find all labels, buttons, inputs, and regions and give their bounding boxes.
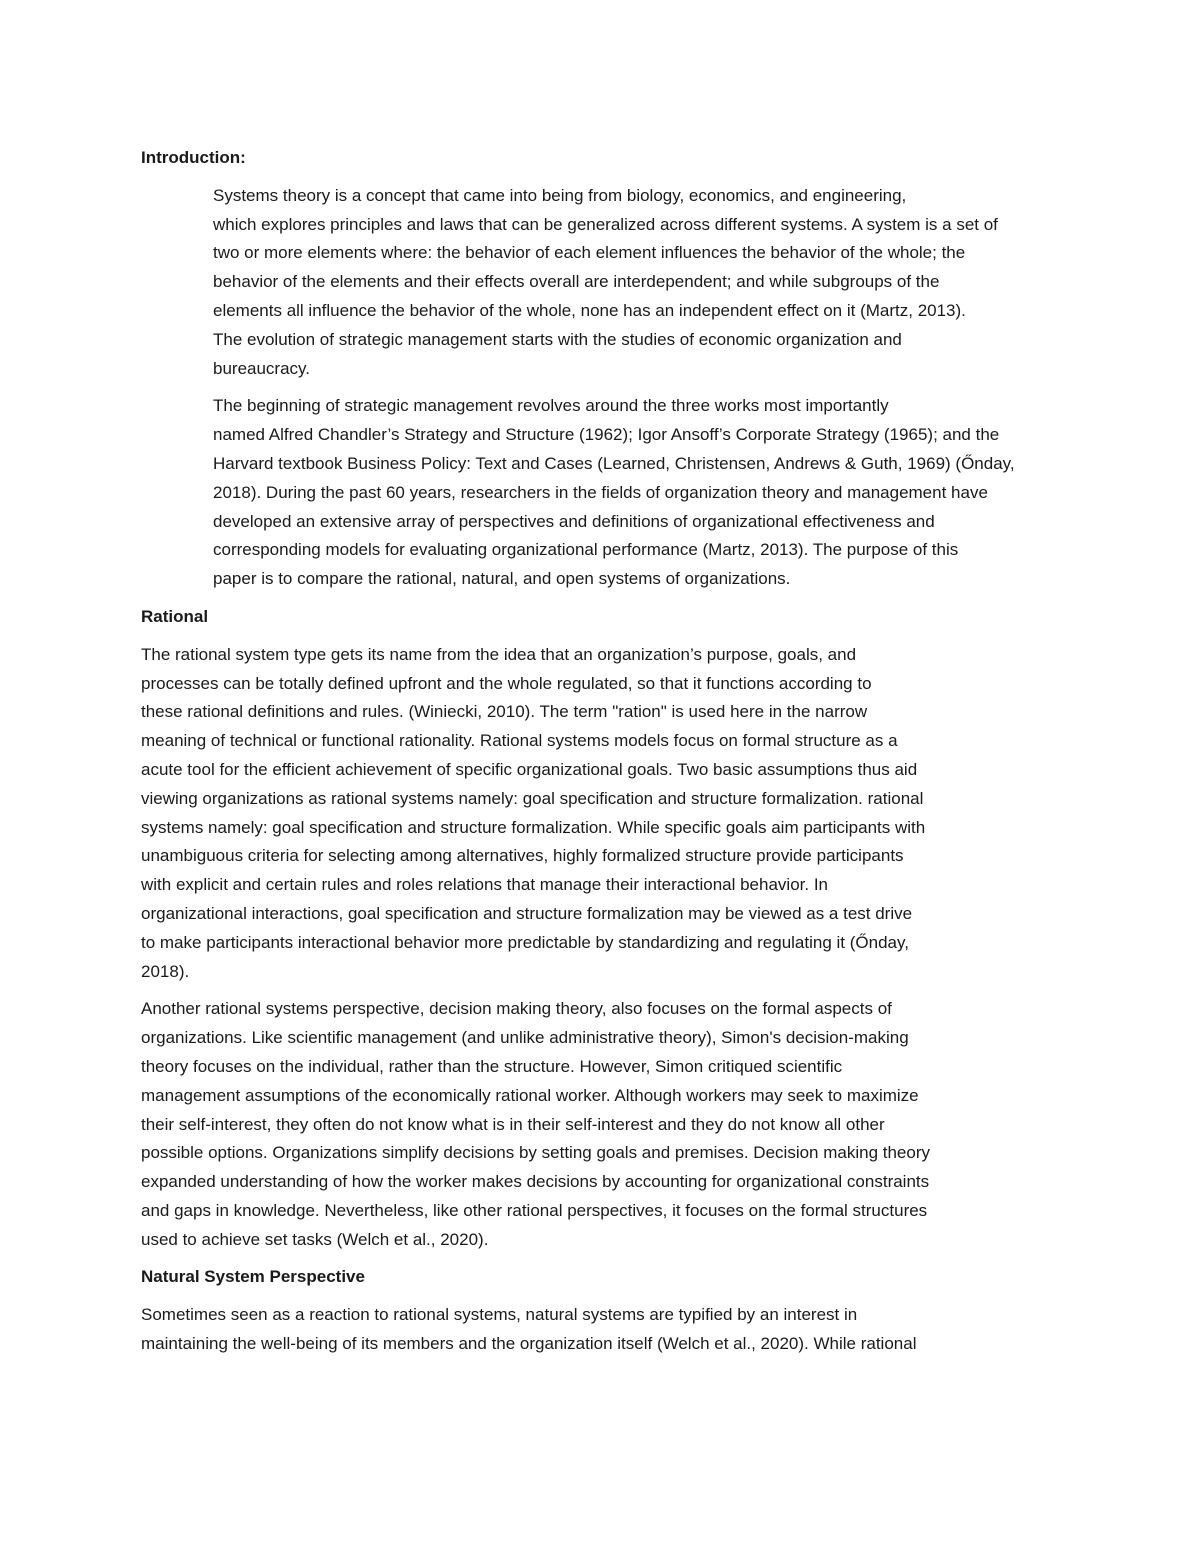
text-line: The beginning of strategic management revolves around the three works most importantly	[213, 396, 889, 416]
text-line: which explores principles and laws that can be generalized across different systems. A system is a set of	[213, 214, 998, 234]
text-line: meaning of technical or functional rationality. Rational systems models focus on formal structure as a	[141, 731, 898, 751]
text-line: organizations. Like scientific management (and unlike administrative theory), Simon's decision-making	[141, 1028, 909, 1048]
text-line: these rational definitions and rules. (Winiecki, 2010). The term "ration" is used here in the narrow	[141, 702, 868, 722]
text-line: Sometimes seen as a reaction to rational systems, natural systems are typified by an interest in	[141, 1305, 858, 1325]
text-line: maintaining the well-being of its members and the organization itself (Welch et al., 2020). While rational	[141, 1334, 917, 1354]
text-line: named Alfred Chandler’s Strategy and Structure (1962); Igor Ansoff’s Corporate Strategy (1965); and the	[213, 425, 1000, 445]
text-line: behavior of the elements and their effects overall are interdependent; and while subgroups of the	[213, 272, 940, 292]
body-paragraph	[141, 182, 1061, 384]
body-paragraph	[141, 641, 1061, 987]
text-line: possible options. Organizations simplify decisions by setting goals and premises. Decision making theory	[141, 1143, 930, 1163]
text-line: 2018). During the past 60 years, researchers in the fields of organization theory and management have	[213, 482, 988, 502]
section-heading: Rational	[141, 606, 209, 626]
text-line: bureaucracy.	[213, 358, 311, 378]
text-line: acute tool for the efficient achievement of specific organizational goals. Two basic assumptions thus aid	[141, 759, 918, 779]
text-line: management assumptions of the economically rational worker. Although workers may seek to maximize	[141, 1085, 919, 1105]
text-line: paper is to compare the rational, natural, and open systems of organizations.	[213, 569, 791, 589]
body-paragraph	[141, 995, 1061, 1254]
document-page	[141, 144, 1061, 1368]
text-line: 2018).	[141, 961, 190, 981]
text-line: processes can be totally defined upfront and the whole regulated, so that it functions according to	[141, 673, 872, 693]
text-line: and gaps in knowledge. Nevertheless, like other rational perspectives, it focuses on the formal structures	[141, 1200, 928, 1220]
section-heading: Introduction:	[141, 148, 246, 167]
text-line: unambiguous criteria for selecting among alternatives, highly formalized structure provide participants	[141, 846, 904, 866]
body-paragraph	[141, 392, 1061, 594]
text-line: The rational system type gets its name from the idea that an organization’s purpose, goals, and	[141, 644, 857, 664]
text-line: Systems theory is a concept that came into being from biology, economics, and engineering,	[213, 185, 907, 205]
text-line: with explicit and certain rules and roles relations that manage their interactional behavior. In	[141, 875, 828, 895]
text-line: viewing organizations as rational systems namely: goal specification and structure formalization. rational	[141, 788, 924, 808]
text-line: their self-interest, they often do not know what is in their self-interest and they do not know all other	[141, 1114, 885, 1134]
text-line: theory focuses on the individual, rather than the structure. However, Simon critiqued scientific	[141, 1056, 843, 1076]
text-line: expanded understanding of how the worker makes decisions by accounting for organizational constraints	[141, 1172, 930, 1192]
text-line: two or more elements where: the behavior of each element influences the behavior of the whole; the	[213, 243, 966, 263]
text-line: used to achieve set tasks (Welch et al., 2020).	[141, 1229, 489, 1249]
body-paragraph	[141, 1301, 1061, 1359]
text-line: organizational interactions, goal specification and structure formalization may be viewed as a test drive	[141, 903, 913, 923]
text-line: Another rational systems perspective, decision making theory, also focuses on the formal aspects of	[141, 999, 892, 1019]
text-line: Harvard textbook Business Policy: Text and Cases (Learned, Christensen, Andrews & Guth, 1969) (Őnday,	[213, 453, 1015, 473]
text-line: The evolution of strategic management starts with the studies of economic organization and	[213, 329, 902, 349]
text-line: systems namely: goal specification and structure formalization. While specific goals aim participants with	[141, 817, 926, 837]
text-line: to make participants interactional behavior more predictable by standardizing and regulating it (Őnday,	[141, 932, 909, 952]
text-line: corresponding models for evaluating organizational performance (Martz, 2013). The purpose of this	[213, 540, 959, 560]
text-line: developed an extensive array of perspectives and definitions of organizational effectiveness and	[213, 511, 935, 531]
section-heading: Natural System Perspective	[141, 1267, 365, 1287]
text-line: elements all influence the behavior of the whole, none has an independent effect on it (Martz, 2013).	[213, 300, 966, 320]
